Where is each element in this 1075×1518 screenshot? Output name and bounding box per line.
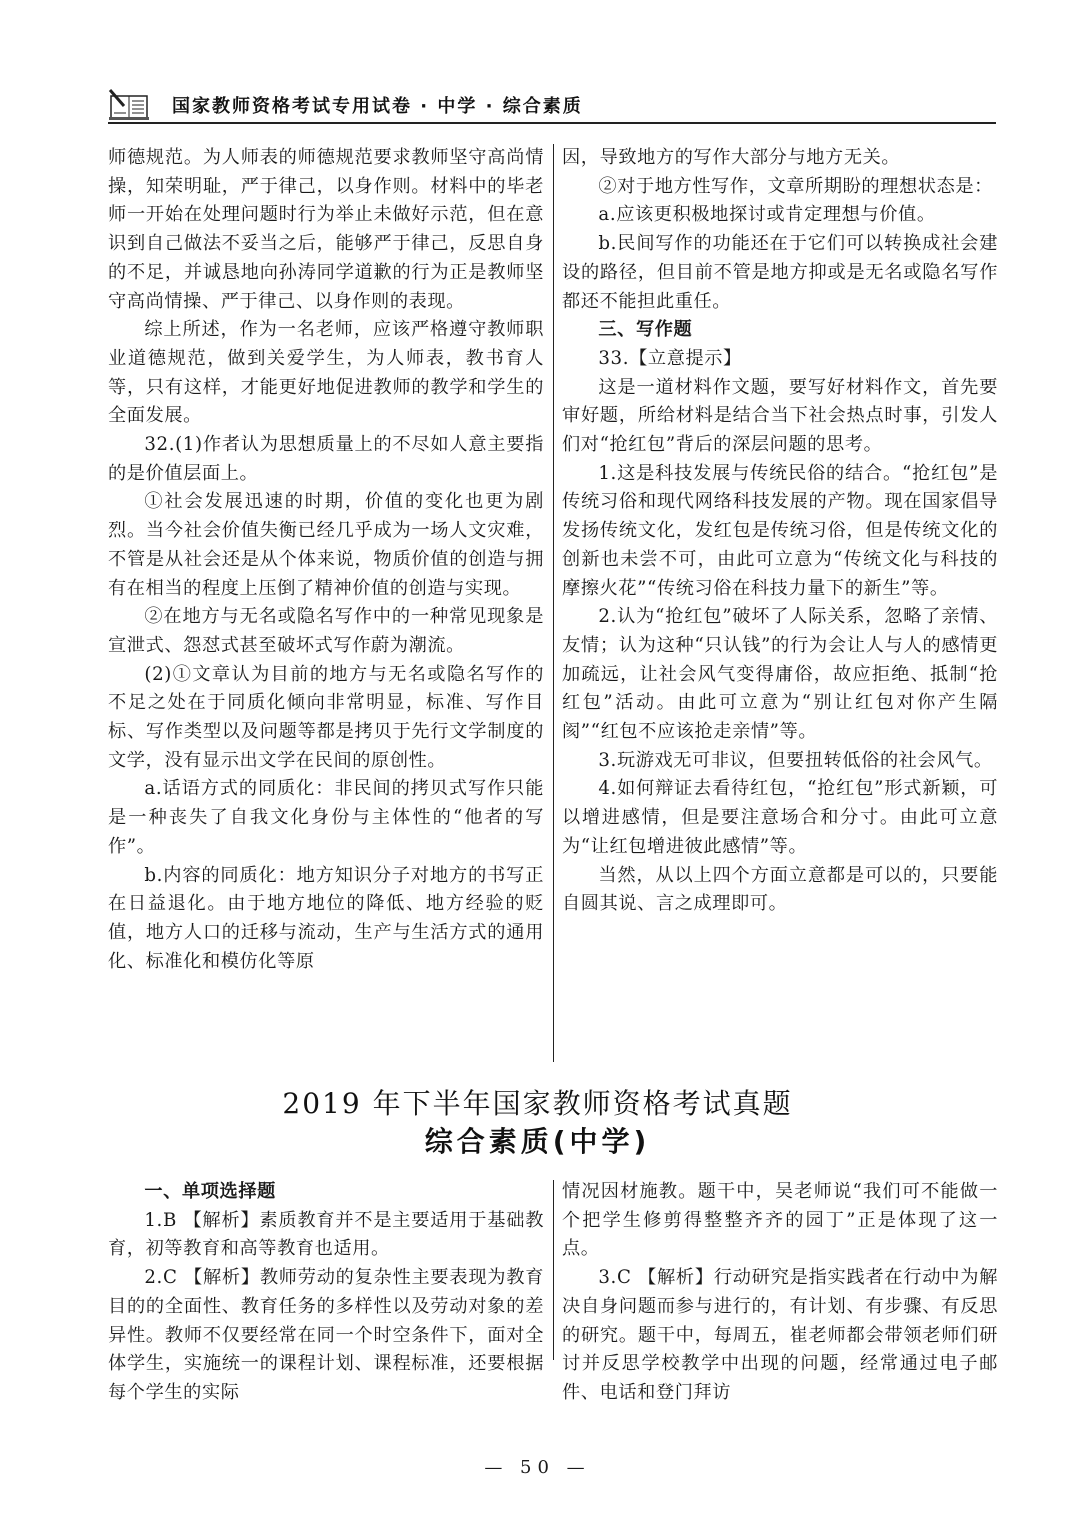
exam-title: 2019 年下半年国家教师资格考试真题 [282,1087,793,1120]
question-label: 33.【立意提示】 [598,347,742,369]
paragraph: 3.玩游戏无可非议，但要扭转低俗的社会风气。 [598,749,993,771]
top-left-column [108,144,544,976]
paragraph: a.应该更积极地探讨或肯定理想与价值。 [598,204,936,226]
answer-paragraph: 情况因材施教。题干中，吴老师说“我们可不能做一个把学生修剪得整整齐齐的园丁”正是体现了这一点。 [562,1181,998,1260]
paragraph: b.民间写作的功能还在于它们可以转换成社会建设的路径，但目前不管是地方抑或是无名或隐名写作都还不能担此重任。 [562,233,998,312]
paragraph: 这是一道材料作文题，要写好材料作文，首先要审好题，所给材料是结合当下社会热点时事，引发人们对“抢红包”背后的深层问题的思考。 [562,376,998,456]
paragraph: 2.认为“抢红包”破坏了人际关系，忽略了亲情、友情；认为这种“只认钱”的行为会让人与人的感情更加疏远，让社会风气变得庸俗，故应拒绝、抵制“抢红包”活动。由此可立意为“别让红包对你产生隔阂”“红包不应该抢走亲情”等。 [562,606,998,743]
paragraph: 综上所述，作为一名老师，应该严格遵守教师职业道德规范，做到关爱学生，为人师表，教书育人等，只有这样，才能更好地促进教师的教学和学生的全面发展。 [108,319,544,427]
paragraph: 32.(1)作者认为思想质量上的不尽如人意主要指的是价值层面上。 [108,434,544,484]
paragraph: a.话语方式的同质化：非民间的拷贝式写作只能是一种丧失了自我文化身份与主体性的“他者的写作”。 [108,778,544,857]
header-title: 国家教师资格考试专用试卷 · 中学 · 综合素质 [172,96,583,117]
section-heading: 三、写作题 [598,319,693,341]
answer-paragraph: 1.B 【解析】素质教育并不是主要适用于基础教育，初等教育和高等教育也适用。 [108,1209,544,1260]
paragraph: 1.这是科技发展与传统民俗的结合。“抢红包”是传统习俗和现代网络科技发展的产物。现在国家倡导发扬传统文化，发红包是传统习俗，但是传统文化的创新也未尝不可，由此可立意为“传统文化与科技的摩擦火花”“传统习俗在科技力量下的新生”等。 [562,462,998,599]
paragraph: 因，导致地方的写作大部分与地方无关。 [562,147,901,168]
section-heading: 一、单项选择题 [144,1181,276,1202]
paragraph: ②对于地方性写作，文章所期盼的理想状态是： [598,175,993,197]
header-rule [108,122,996,124]
paragraph: 4.如何辩证去看待红包，“抢红包”形式新颖，可以增进感情，但是要注意场合和分寸。由此可立意为“让红包增进彼此感情”等。 [562,778,998,857]
paragraph: (2)①文章认为目前的地方与无名或隐名写作的不足之处在于同质化倾向非常明显，标准、写作目标、写作类型以及问题等都是拷贝于先行文学制度的文学，没有显示出文学在民间的原创性。 [108,663,544,771]
column-divider [553,144,554,1062]
paragraph: 师德规范。为人师表的师德规范要求教师坚守高尚情操，知荣明耻，严于律己，以身作则。材料中的毕老师一开始在处理问题时行为举止未做好示范，但在意识到自己做法不妥当之后，能够严于律己，反思自身的不足，并诚恳地向孙涛同学道歉的行为正是教师坚守高尚情操、严于律己、以身作则的表现。 [108,147,544,312]
paragraph: b.内容的同质化：地方知识分子对地方的书写正在日益退化。由于地方地位的降低、地方经验的贬值，地方人口的迁移与流动，生产与生活方式的通用化、标准化和模仿化等原 [108,864,544,972]
exam-subtitle: 综合素质(中学) [424,1125,651,1158]
page-number: — 50 — [484,1457,591,1478]
book-pen-icon [108,88,152,122]
bottom-left-column [108,1178,544,1408]
column-divider [553,1180,554,1360]
bottom-right-column [562,1178,998,1408]
paragraph: ②在地方与无名或隐名写作中的一种常见现象是宣泄式、怨怼式甚至破坏式写作蔚为潮流。 [108,606,544,656]
running-header [108,88,996,124]
paragraph: 当然，从以上四个方面立意都是可以的，只要能自圆其说、言之成理即可。 [562,864,998,915]
paragraph: ①社会发展迅速的时期，价值的变化也更为剧烈。当今社会价值失衡已经几乎成为一场人文灾难，不管是从社会还是从个体来说，物质价值的创造与拥有在相当的程度上压倒了精神价值的创造与实现。 [108,491,544,599]
answer-paragraph: 3.C 【解析】行动研究是指实践者在行动中为解决自身问题而参与进行的，有计划、有步骤、有反思的研究。题干中，每周五，崔老师都会带领老师们研讨并反思学校教学中出现的问题，经常通过电子邮件、电话和登门拜访 [562,1267,998,1403]
answer-paragraph: 2.C 【解析】教师劳动的复杂性主要表现为教育目的的全面性、教育任务的多样性以及劳动对象的差异性。教师不仅要经常在同一个时空条件下，面对全体学生，实施统一的课程计划、课程标准，还要根据每个学生的实际 [108,1267,544,1403]
top-right-column [562,144,998,919]
